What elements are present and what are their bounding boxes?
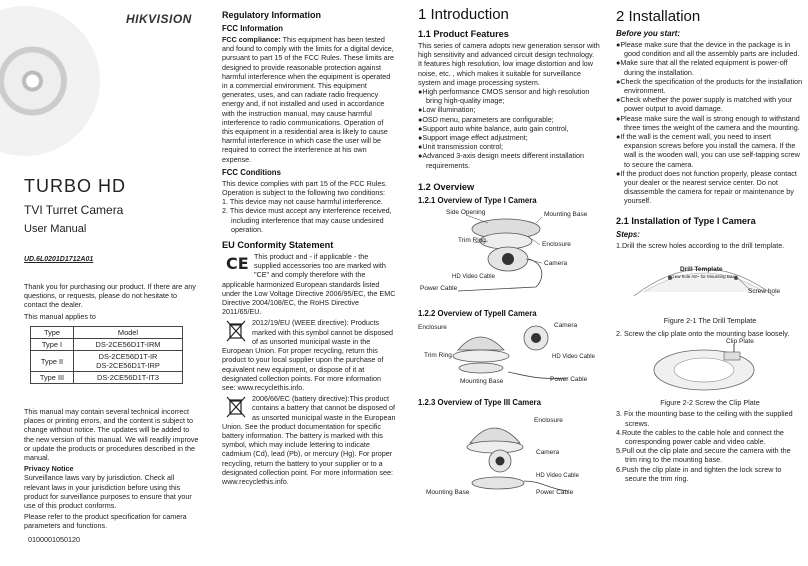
list-item: ●High performance CMOS sensor and high resolution bring high-quality image; [418, 87, 590, 106]
table-header: Model [74, 327, 183, 339]
features-title: 1.1 Product Features [418, 29, 509, 39]
fcc-conditions-title: FCC Conditions [222, 167, 281, 177]
list-item: ●If the product does not function properly, please contact your dealer or the nearest service center. Do not disassemble the camera for repair or maintenance by yourself. [616, 168, 797, 206]
table-row [31, 351, 183, 372]
manual-note-text: This manual may contain several technical incorrect places or printing errors, and the content is subject to change without notice. The updates will be added to the new version of this manual. We will readily improve or update the products or procedures described in the manual. [24, 407, 199, 463]
label-screw-hole: Screw hole [748, 287, 781, 295]
installation-panel [606, 0, 808, 566]
list-item: ●Advanced 3-axis design meets different installation requirements. [418, 151, 585, 170]
type2-overview-title: 1.2.2 Overview of TypeII Camera [418, 308, 537, 318]
steps-title: Steps: [616, 229, 640, 239]
label-enclosure: Enclosure [534, 416, 563, 424]
table-cell-model [74, 351, 183, 372]
table-cell-type: Type I [31, 339, 74, 351]
list-item: ●Support image effect adjustment; [418, 133, 528, 143]
table-row [31, 339, 183, 351]
table-cell-model: DS-2CE56D1T-IRM [74, 339, 183, 351]
step-6: 6.Push the clip plate in and tighten the lock screw to secure the trim ring. [616, 464, 782, 483]
label-hd-video-cable: HD Video Cable [552, 353, 595, 360]
manual-notes [24, 407, 200, 533]
fcc-compliance-label: FCC compliance: [222, 35, 281, 44]
step-3: 3. Fix the mounting base to the ceiling with the supplied screws. [616, 409, 793, 428]
label-hd-video-cable: HD Video Cable [536, 472, 579, 479]
drill-template-illustration [624, 252, 784, 314]
drill-template-figure [616, 252, 804, 314]
type3-camera-diagram [418, 409, 600, 499]
type3-overview-title: 1.2.3 Overview of Type III Camera [418, 397, 541, 407]
type3-camera-illustration [418, 409, 598, 499]
install-title: 2 Installation [616, 8, 701, 25]
eu-text: This product and - if applicable - the supplied accessories too are marked with "CE" and comply therefore with the applicable harmonized European standards listed under the Low Voltage Directive 2006/95/EC, the EMC Directive 2004/108/EC, the RoHS Directive 2011/65/EU. [222, 252, 396, 317]
list-item: ●OSD menu, parameters are configurable; [418, 114, 554, 124]
type1-camera-diagram [418, 207, 600, 299]
weee-text: 2012/19/EU (WEEE directive): Products marked with this symbol cannot be disposed of as unsorted municipal waste in the European Union. For proper recycling, return this product to your local supplier upon the purchase of equivalent new equipment, or dispose of it at designated collection points. For more information see: www.recyclethis.info. [222, 318, 394, 392]
doc-code: UD.6L0201D1712A01 [24, 256, 94, 263]
list-item: ●Unit transmission control; [418, 142, 504, 152]
doc-number: 0100001050120 [28, 535, 80, 544]
label-mounting-base: Mounting Base [460, 377, 504, 385]
regulatory-title: Regulatory Information [222, 10, 322, 20]
list-item: ●Check whether the power supply is matched with your power output to avoid damage. [616, 95, 793, 114]
type2-camera-diagram [418, 320, 600, 388]
step-1: 1.Drill the screw holes according to the drill template. [616, 240, 785, 250]
fcc-conditions-text: This device complies with part 15 of the FCC Rules. Operation is subject to the following two conditions: [222, 178, 387, 198]
features-text: This series of camera adopts new generation sensor with high sensitivity and advanced circuit design technology. It features high resolution, low image distortion and low noise, etc. , which makes it suitable for surveillance system and image processing system. [418, 41, 600, 87]
brand-logo: HIKVISION [126, 12, 192, 26]
label-clip-plate: Clip Plate [726, 338, 754, 346]
table-row [31, 372, 183, 384]
step-5: 5.Pull out the clip plate and secure the camera with the trim ring to the mounting base. [616, 446, 791, 465]
label-power-cable: Power Cable [420, 284, 458, 292]
label-power-cable: Power Cable [536, 488, 574, 496]
list-item: 2. This device must accept any interference received, including interference that may cause undesired operation. [222, 206, 392, 234]
regulatory-panel [204, 0, 404, 566]
label-enclosure: Enclosure [418, 323, 447, 331]
introduction-panel [404, 0, 606, 566]
list-item: ●Make sure that all the related equipment is power-off during the installation. [616, 58, 788, 77]
before-start-colon: : [677, 29, 681, 38]
applies-text: This manual applies to [24, 311, 96, 321]
install-type1-title: 2.1 Installation of Type I Camera [616, 215, 756, 226]
list-item: ●Low illumination; [418, 105, 476, 115]
label-camera: Camera [536, 448, 560, 456]
eu-title: EU Conformity Statement [222, 240, 334, 251]
overview-title: 1.2 Overview [418, 181, 475, 192]
weee-bin-icon [226, 320, 246, 342]
battery-text: 2006/66/EC (battery directive):This product contains a battery that cannot be disposed of as unsorted municipal waste in the European Union. See the product documentation for specific battery information. The battery is marked with this symbol, which may include lettering to indicate cadmium (Cd), lead (Pb), or mercury (Hg). For proper recycling, return the battery to your supplier or to a designated collection point. For more information see: www.recyclethis.info. [222, 394, 396, 486]
step-4: 4.Route the cables to the cable hole and connect the corresponding power cable and video cable. [616, 427, 784, 447]
fcc-compliance-text: This equipment has been tested and found to comply with the limits for a digital device, pursuant to part 15 of the FCC Rules. These limits are designed to provide reasonable protection against harmful interference when the equipment is operated in a commercial environment. This equipment generates, uses, and can radiate radio frequency energy and, if not installed and used in accordance with the instruction manual, may cause harmful interference to radio communications. Operation of this equipment in a residential area is likely to cause harmful interference in which case the user will be required to correct the interference at his own expense. [222, 35, 395, 164]
model-table [30, 326, 183, 384]
fcc-info-title: FCC Information [222, 24, 284, 33]
label-mounting-base: Mounting Base [544, 210, 588, 218]
label-trim-ring: Trim Ring [424, 351, 452, 359]
clip-plate-illustration [626, 340, 786, 396]
table-header-row [31, 327, 183, 339]
model-name: DS-2CE56D1T-IRP [96, 361, 160, 370]
fcc-compliance-paragraph [222, 35, 396, 164]
label-mounting-base: Mounting Base [426, 488, 470, 496]
list-item: ●Support auto white balance, auto gain control, [418, 123, 569, 133]
before-start-title: Before you start [616, 29, 678, 38]
label-camera: Camera [544, 259, 568, 267]
model-name: DS-2CE56D1T-IR [98, 352, 158, 361]
thank-you-block [24, 282, 200, 323]
privacy-text: Surveillance laws vary by jurisdiction. Check all relevant laws in your jurisdiction before using this product for surveillance purposes to ensure that your use of this product conforms. [24, 473, 192, 511]
label-power-cable: Power Cable [550, 375, 588, 383]
figure-caption: Figure 2-1 The Drill Template [663, 315, 757, 325]
label-enclosure: Enclosure [542, 240, 571, 248]
before-start-heading [616, 29, 804, 38]
table-cell-type: Type II [31, 351, 74, 372]
intro-title: 1 Introduction [418, 6, 509, 23]
list-item: 1. This device may not cause harmful interference. [222, 197, 383, 207]
list-item: ●Please make sure that the device in the package is in good condition and all the assembly parts are included. [616, 40, 800, 59]
privacy-title: Privacy Notice [24, 464, 74, 474]
manual-title: User Manual [24, 223, 87, 235]
battery-bin-icon [226, 396, 246, 418]
table-cell-type: Type III [31, 372, 74, 384]
table-header: Type [31, 327, 74, 339]
spec-text: Please refer to the product specification for camera parameters and functions. [24, 512, 187, 531]
type1-overview-title: 1.2.1 Overview of Type I Camera [418, 195, 537, 205]
list-item: ●Check the specification of the products for the installation environment. [616, 76, 803, 96]
thank-you-text: Thank you for purchasing our product. If there are any questions, or requests, please do not hesitate to contact the dealer. [24, 282, 196, 310]
step-2: 2. Screw the clip plate onto the mounting base loosely. [616, 329, 790, 339]
label-trim-ring: Trim Ring [458, 236, 486, 244]
product-line-title: TURBO HD [24, 176, 126, 196]
table-cell-model: DS-2CE56D1T-IT3 [74, 372, 183, 384]
drill-template-subtitle: Screw hole A8~ for Mounting Base [668, 273, 738, 279]
ce-mark-icon: CE [226, 254, 249, 274]
label-side-opening: Side Opening [446, 208, 486, 216]
product-subtitle: TVI Turret Camera [24, 203, 124, 217]
label-camera: Camera [554, 321, 578, 329]
drill-template-title: Drill Template [680, 265, 723, 273]
list-item: ●If the wall is the cement wall, you need to insert expansion screws before you install the camera. If the wall is the wooden wall, you can use self-tapping screw to secure the camera. [616, 132, 800, 169]
camera-lens-graphic [0, 6, 100, 156]
cover-panel [0, 0, 204, 566]
list-item: ●Please make sure the wall is strong enough to withstand three times the weight of the camera and the mounting. [616, 113, 800, 132]
label-hd-video-cable: HD Video Cable [452, 273, 495, 280]
clip-plate-figure [616, 340, 804, 396]
figure-caption: Figure 2-2 Screw the Clip Plate [660, 398, 760, 408]
